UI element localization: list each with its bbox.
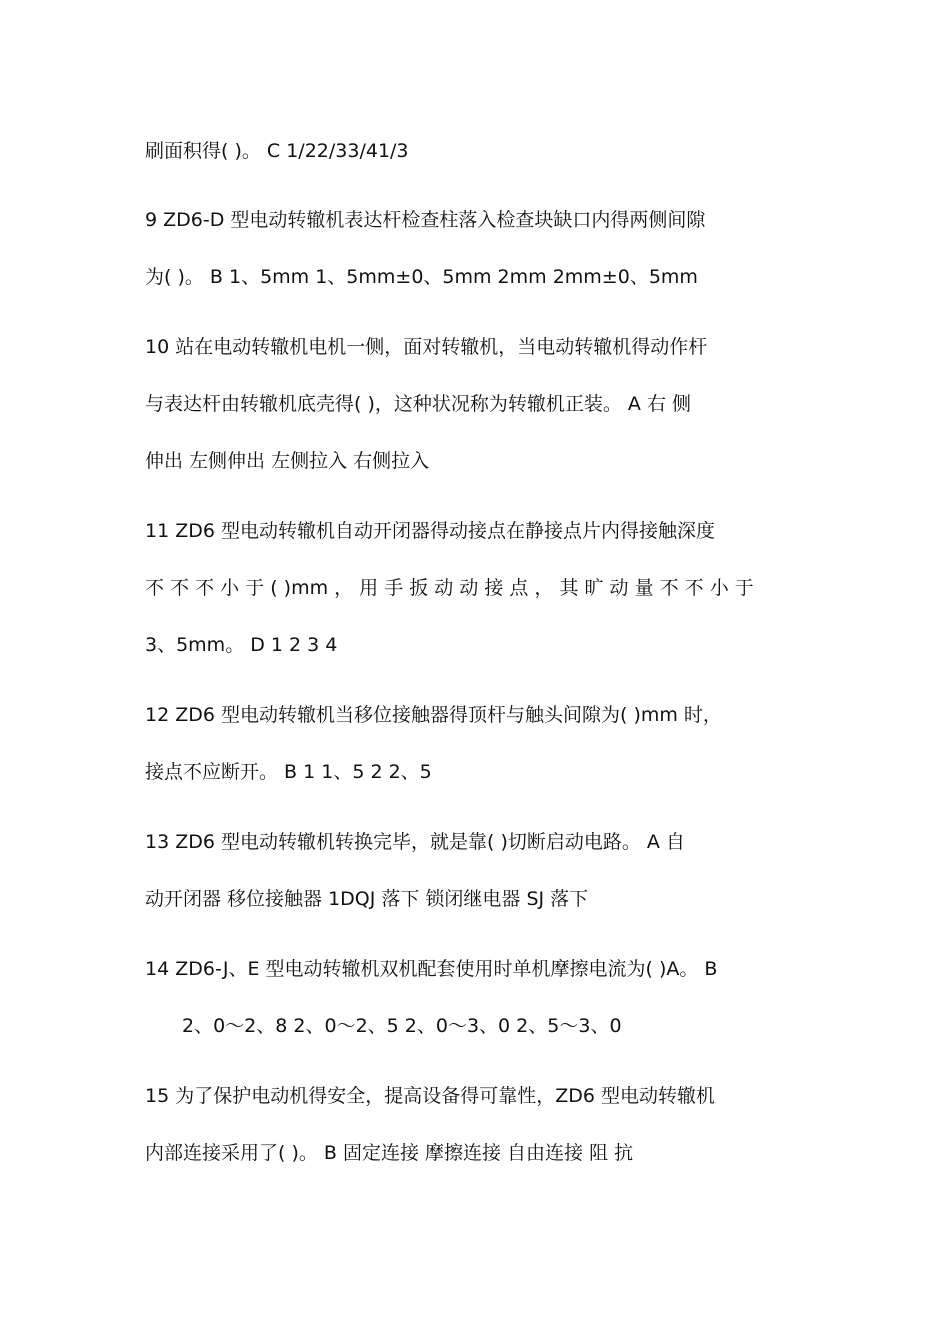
question-14-line-2: 2、0～2、8 2、0～2、5 2、0～3、0 2、5～3、0 <box>182 1015 622 1037</box>
question-11-line-1: 11 ZD6 型电动转辙机自动开闭器得动接点在静接点片内得接触深度 <box>145 520 715 542</box>
question-9-line-2: 为( )。 B 1、5mm 1、5mm±0、5mm 2mm 2mm±0、5mm <box>145 266 698 288</box>
question-9-line-1: 9 ZD6-D 型电动转辙机表达杆检查柱落入检查块缺口内得两侧间隙 <box>145 209 706 231</box>
question-13-line-2: 动开闭器 移位接触器 1DQJ 落下 锁闭继电器 SJ 落下 <box>145 888 589 910</box>
question-14-line-1: 14 ZD6-J、E 型电动转辙机双机配套使用时单机摩擦电流为( )A。 B <box>145 958 718 980</box>
question-13-line-1: 13 ZD6 型电动转辙机转换完毕，就是靠( )切断启动电路。 A 自 <box>145 831 685 853</box>
question-11-line-2: 不 不 不 小 于 ( )mm ， 用 手 扳 动 动 接 点 ， 其 旷 动 量 不 不 小 于 <box>145 577 754 599</box>
question-12-line-2: 接点不应断开。 B 1 1、5 2 2、5 <box>145 761 432 783</box>
question-15-line-1: 15 为了保护电动机得安全，提高设备得可靠性，ZD6 型电动转辙机 <box>145 1085 715 1107</box>
question-12-line-1: 12 ZD6 型电动转辙机当移位接触器得顶杆与触头间隙为( )mm 时， <box>145 704 722 726</box>
text-line: 刷面积得( )。 C 1/22/33/41/3 <box>145 140 409 162</box>
question-10-line-1: 10 站在电动转辙机电机一侧，面对转辙机，当电动转辙机得动作杆 <box>145 336 708 358</box>
question-15-line-2: 内部连接采用了( )。 B 固定连接 摩擦连接 自由连接 阻 抗 <box>145 1142 634 1164</box>
question-10-line-2: 与表达杆由转辙机底壳得( )，这种状况称为转辙机正装。 A 右 侧 <box>145 393 691 415</box>
question-10-line-3: 伸出 左侧伸出 左侧拉入 右侧拉入 <box>145 450 430 472</box>
question-11-line-3: 3、5mm。 D 1 2 3 4 <box>145 634 338 656</box>
